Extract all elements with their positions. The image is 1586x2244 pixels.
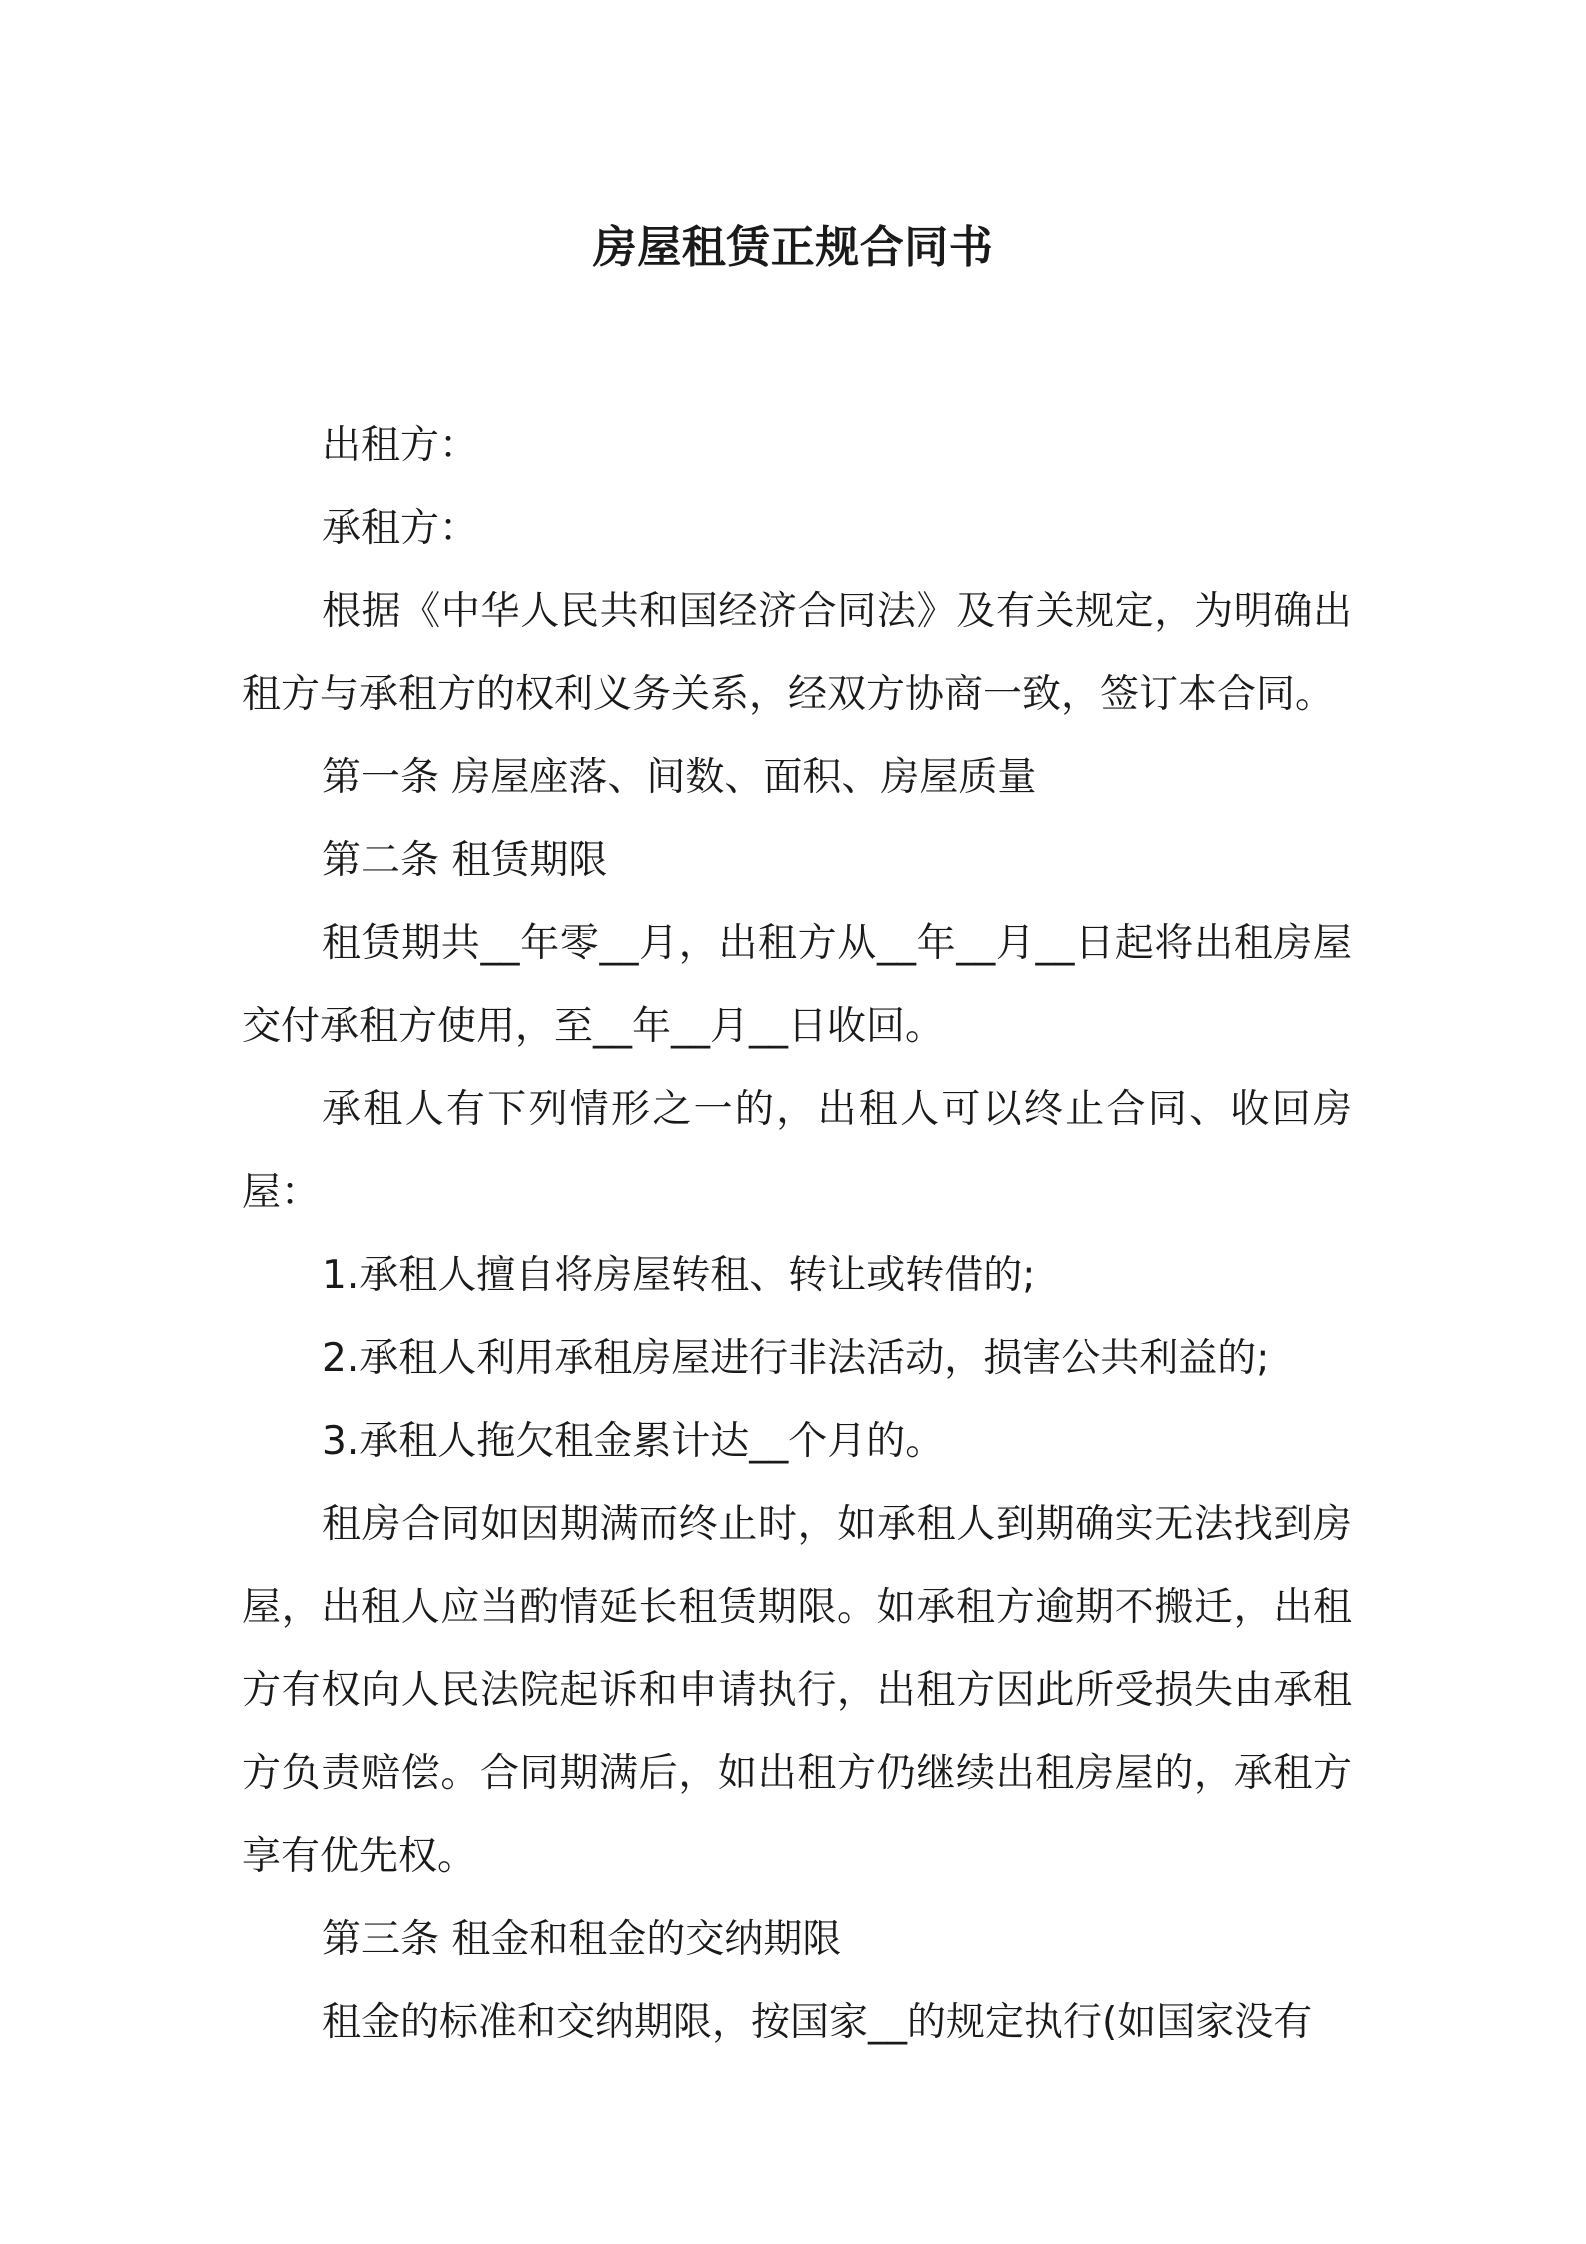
article-2-heading: 第二条 租赁期限 [322,838,608,883]
expiry-paragraph: 租房合同如因期满而终止时，如承租人到期确实无法找到房屋，出租人应当酌情延长租赁期限。如承租方逾期不搬迁，出租方有权向人民法院起诉和申请执行，出租方因此所受损失由承租方负责赔偿。合同期满后，如出租方仍继续出租房屋的，承租方享有优先权。 [242,1502,1352,1879]
preamble-paragraph: 根据《中华人民共和国经济合同法》及有关规定，为明确出租方与承租方的权利义务关系，经双方协商一致，签订本合同。 [242,589,1352,717]
lessee-line: 承租方： [322,506,479,551]
document-body [242,404,1352,2064]
termination-intro: 承租人有下列情形之一的，出租人可以终止合同、收回房屋： [242,1087,1352,1215]
article-1-heading: 第一条 房屋座落、间数、面积、房屋质量 [322,755,1037,800]
lease-term-paragraph: 租赁期共__年零__月，出租方从__年__月__日起将出租房屋交付承租方使用，至__年__月__日收回。 [242,921,1352,1049]
article-3-heading: 第三条 租金和租金的交纳期限 [322,1917,842,1962]
termination-item-3: 3.承租人拖欠租金累计达__个月的。 [322,1419,945,1464]
lessor-line: 出租方： [322,423,479,468]
termination-item-2: 2.承租人利用承租房屋进行非法活动，损害公共利益的; [322,1336,1270,1381]
termination-item-1: 1.承租人擅自将房屋转租、转让或转借的; [322,1253,1036,1298]
document-title: 房屋租赁正规合同书 [592,222,994,273]
rent-standard-paragraph: 租金的标准和交纳期限，按国家__的规定执行(如国家没有 [322,2000,1313,2045]
